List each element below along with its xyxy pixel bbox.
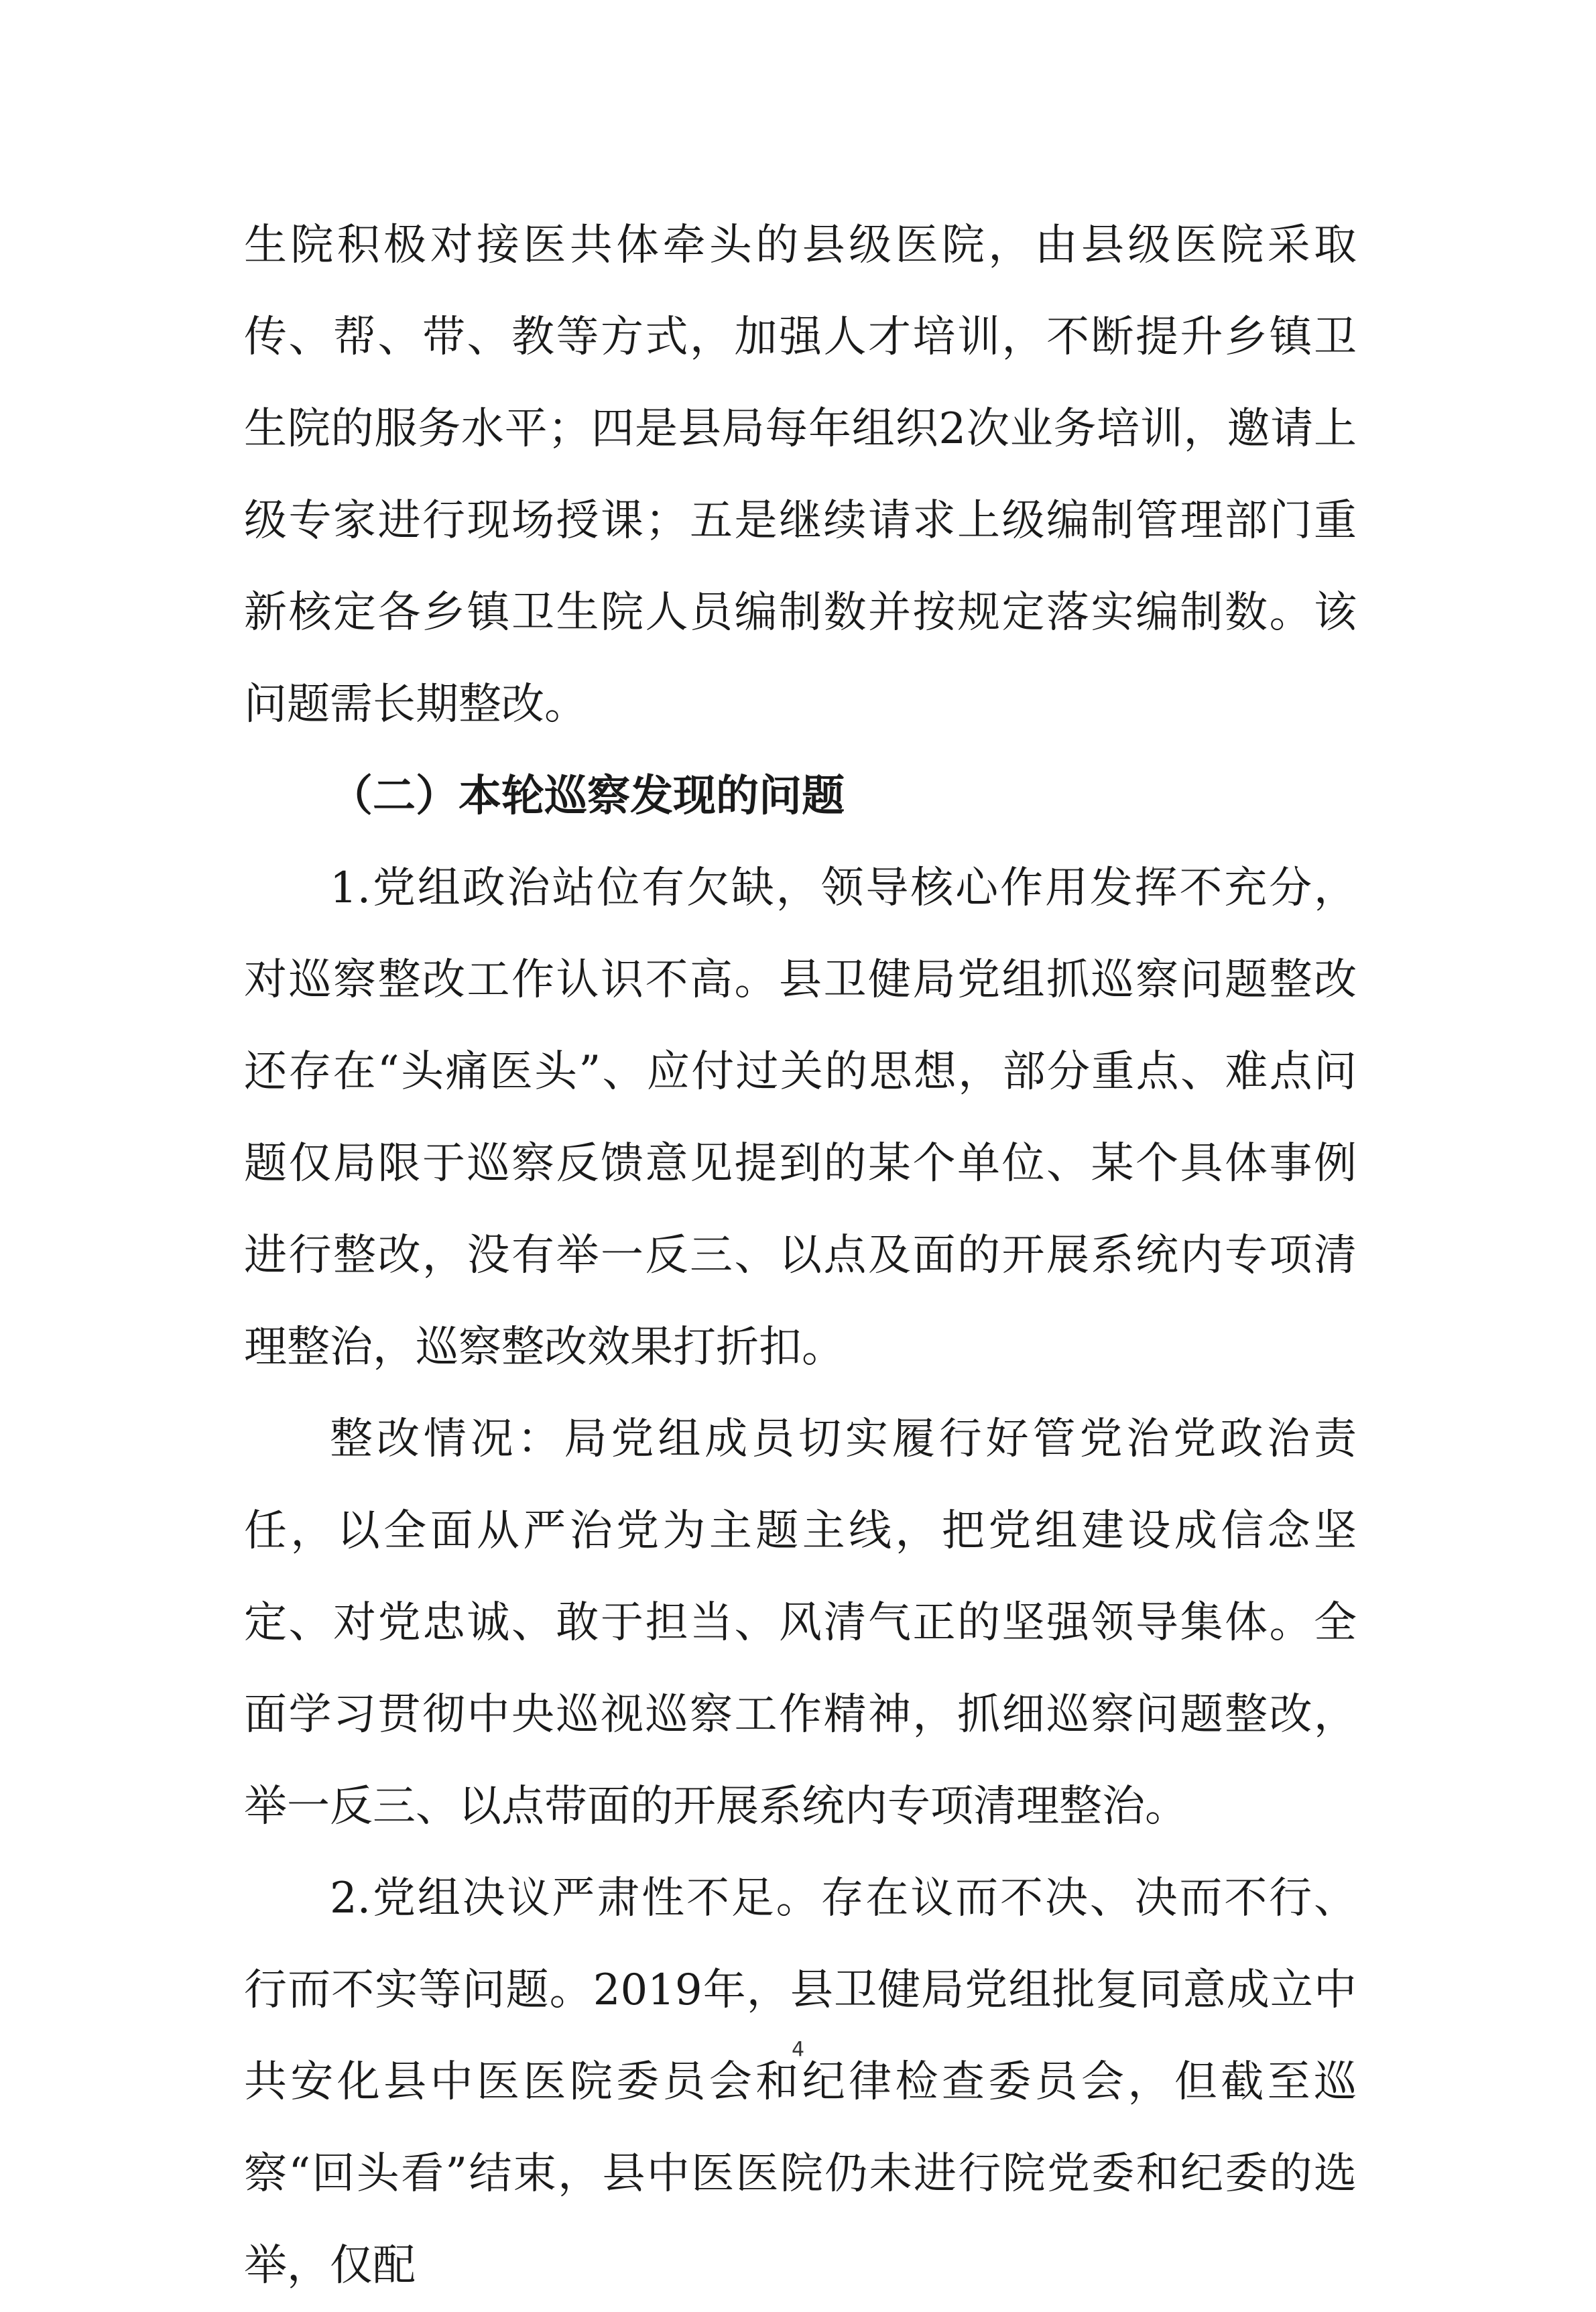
section-heading: （二）本轮巡察发现的问题 bbox=[330, 772, 845, 821]
paragraph-continuation: 生院积极对接医共体牵头的县级医院，由县级医院采取传、帮、带、教等方式，加强人才培训，不断提升乡镇卫生院的服务水平；四是县局每年组织2次业务培训，邀请上级专家进行现场授课；五是继续请求上级编制管理部门重新核定各乡镇卫生院人员编制数并按规定落实编制数。该问题需长期整改。 bbox=[244, 221, 1357, 729]
document-body bbox=[244, 200, 1357, 2312]
paragraph-issue-1: 1.党组政治站位有欠缺，领导核心作用发挥不充分，对巡察整改工作认识不高。县卫健局党组抓巡察问题整改还存在“头痛医头”、应付过关的思想，部分重点、难点问题仅局限于巡察反馈意见提到的某个单位、某个具体事例进行整改，没有举一反三、以点及面的开展系统内专项清理整治，巡察整改效果打折扣。 bbox=[244, 863, 1357, 1372]
paragraph-issue-2: 2.党组决议严肃性不足。存在议而不决、决而不行、行而不实等问题。2019年，县卫健局党组批复同意成立中共安化县中医医院委员会和纪律检查委员会，但截至巡察“回头看”结束，县中医医院仍未进行院党委和纪委的选举，仅配 bbox=[244, 1874, 1357, 2291]
page-number: 4 bbox=[791, 2038, 805, 2061]
paragraph-rectification-1: 整改情况：局党组成员切实履行好管党治党政治责任，以全面从严治党为主题主线，把党组建设成信念坚定、对党忠诚、敢于担当、风清气正的坚强领导集体。全面学习贯彻中央巡视巡察工作精神，抓细巡察问题整改，举一反三、以点带面的开展系统内专项清理整治。 bbox=[244, 1414, 1357, 1831]
